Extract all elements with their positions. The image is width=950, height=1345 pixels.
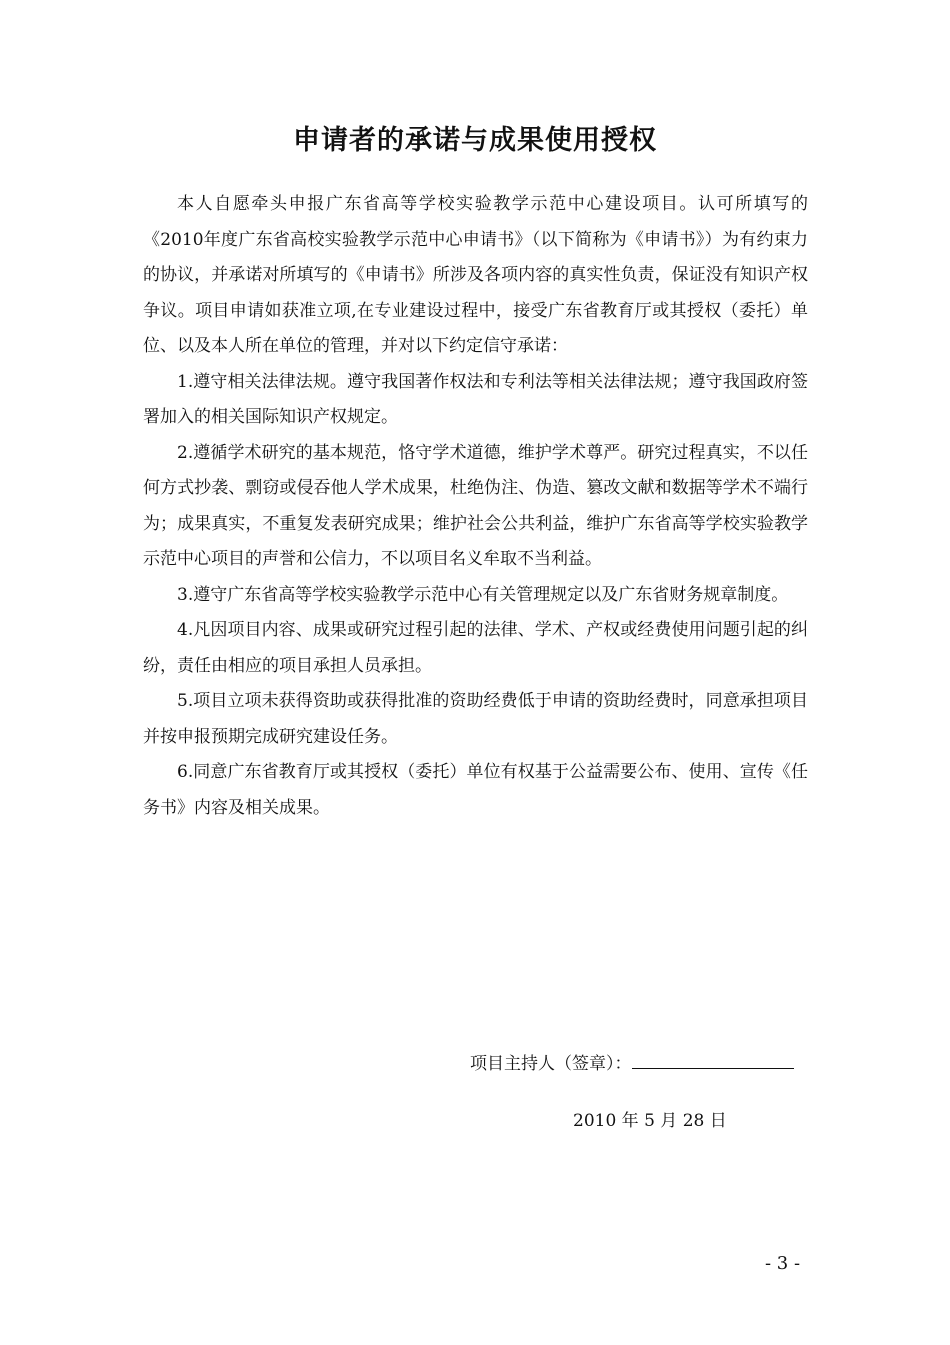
signature-date: 2010 年 5 月 28 日 [573,1111,727,1131]
page-title: 申请者的承诺与成果使用授权 [293,125,657,156]
commitment-item-3: 3.遵守广东省高等学校实验教学示范中心有关管理规定以及广东省财务规章制度。 [177,584,789,605]
commitment-body [143,187,808,826]
commitment-item-2: 2.遵循学术研究的基本规范，恪守学术道德，维护学术尊严。研究过程真实，不以任何方式抄袭、剽窃或侵吞他人学术成果，杜绝伪注、伪造、篡改文献和数据等学术不端行为；成果真实，不重复发表研究成果；维护社会公共利益，维护广东省高等学校实验教学示范中心项目的声誉和公信力，不以项目名义牟取不当利益。 [143,442,808,569]
commitment-item-1: 1.遵守相关法律法规。遵守我国著作权法和专利法等相关法律法规；遵守我国政府签署加入的相关国际知识产权规定。 [143,371,808,427]
intro-paragraph: 本人自愿牵头申报广东省高等学校实验教学示范中心建设项目。认可所填写的《2010年度广东省高校实验教学示范中心申请书》（以下简称为《申请书》）为有约束力的协议，并承诺对所填写的《申请书》所涉及各项内容的真实性负责，保证没有知识产权争议。项目申请如获准立项,在专业建设过程中，接受广东省教育厅或其授权（委托）单位、以及本人所在单位的管理，并对以下约定信守承诺： [143,194,808,356]
signature-block [470,1050,810,1076]
page-number: - 3 - [765,1253,801,1274]
commitment-item-6: 6.同意广东省教育厅或其授权（委托）单位有权基于公益需要公布、使用、宣传《任务书》内容及相关成果。 [143,762,808,818]
commitment-item-5: 5.项目立项未获得资助或获得批准的资助经费低于申请的资助经费时，同意承担项目并按申报预期完成研究建设任务。 [143,691,808,747]
commitment-item-4: 4.凡因项目内容、成果或研究过程引起的法律、学术、产权或经费使用问题引起的纠纷，责任由相应的项目承担人员承担。 [143,620,808,676]
signature-label: 项目主持人（签章）： [470,1054,632,1074]
signature-line [632,1050,794,1069]
